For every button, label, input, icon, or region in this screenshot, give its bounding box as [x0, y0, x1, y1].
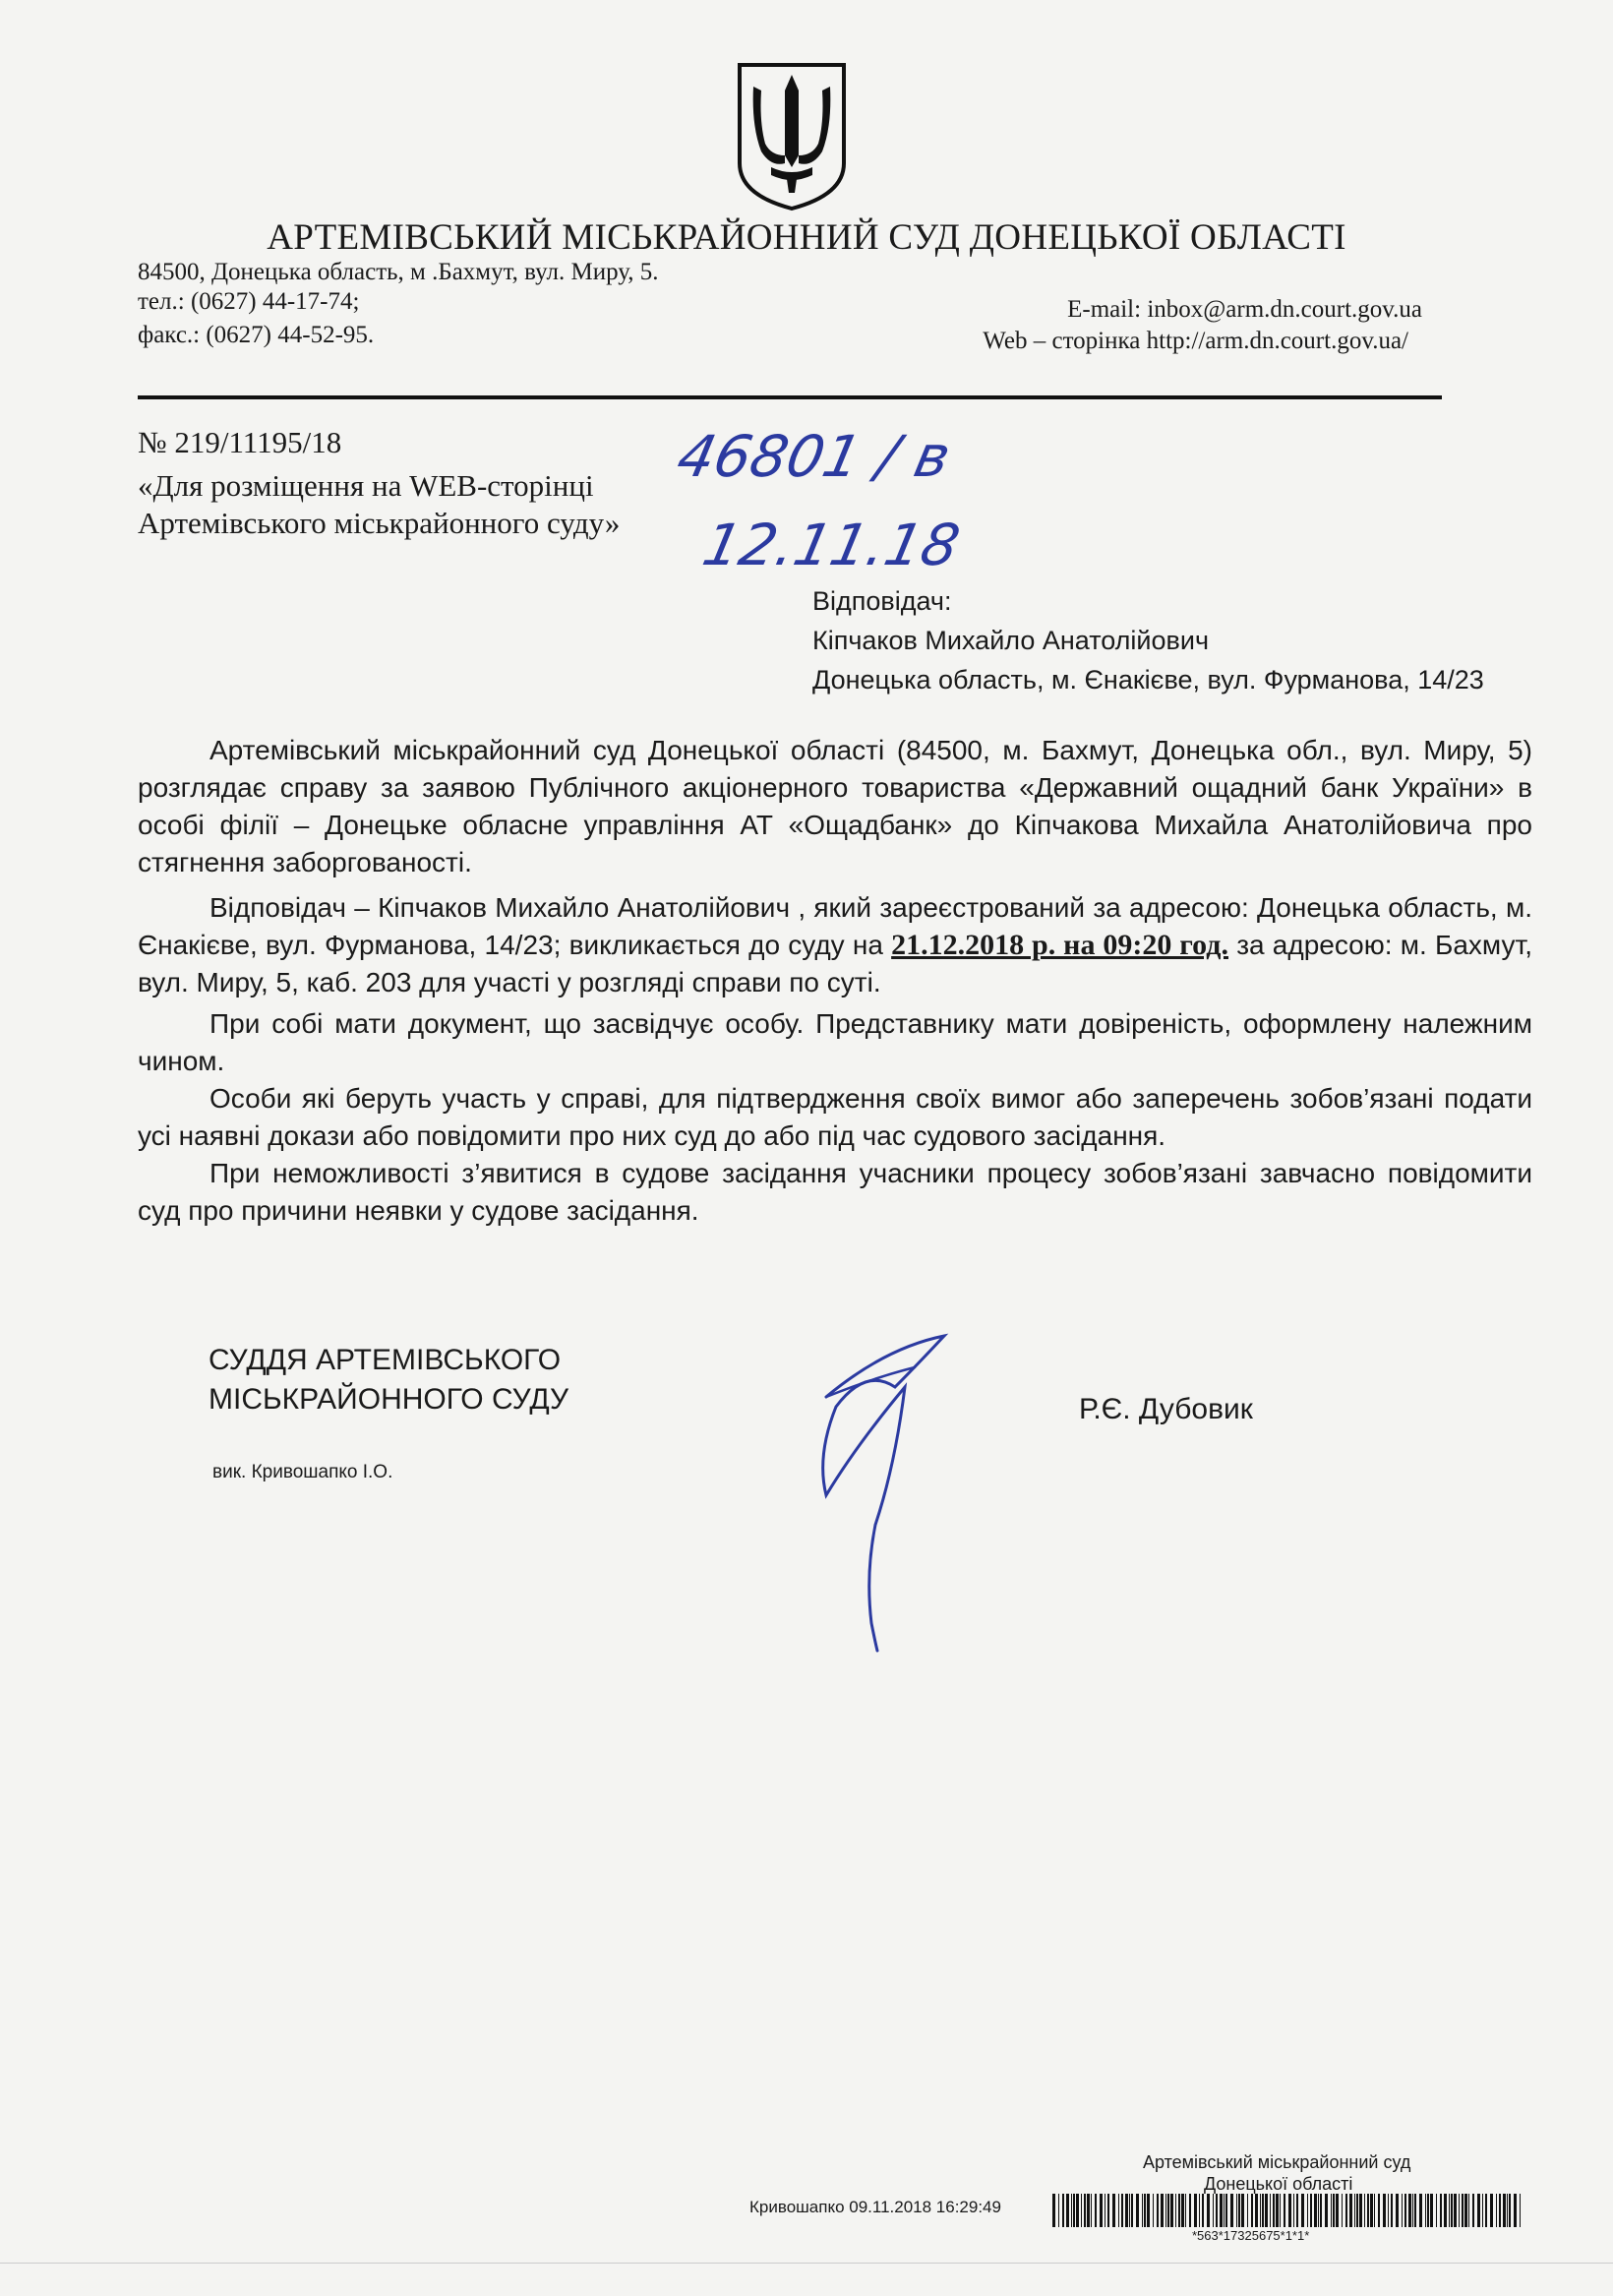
barcode-bar: [1507, 2194, 1508, 2227]
barcode-bar: [1440, 2194, 1442, 2227]
barcode-bar: [1430, 2194, 1433, 2227]
barcode-bar: [1496, 2194, 1497, 2227]
barcode-bar: [1364, 2194, 1365, 2227]
barcode-bar: [1091, 2194, 1092, 2227]
barcode-bar: [1383, 2194, 1386, 2227]
publication-note-line-1: «Для розміщення на WEB-сторінці: [138, 468, 594, 503]
barcode-bar: [1318, 2194, 1319, 2227]
barcode-bar: [1071, 2194, 1072, 2227]
barcode-bar: [1189, 2194, 1191, 2227]
barcode-bar: [1425, 2194, 1426, 2227]
barcode-bar: [1331, 2194, 1332, 2227]
barcode-bar: [1260, 2194, 1261, 2227]
addressee-name: Кіпчаков Михайло Анатолійович: [812, 626, 1210, 655]
barcode-bar: [1499, 2194, 1501, 2227]
barcode-bar: [1402, 2194, 1403, 2227]
stamp-court-line-1: Артемівський міськрайонний суд: [1143, 2152, 1411, 2172]
barcode-bar: [1404, 2194, 1406, 2227]
addressee-address: Донецька область, м. Єнакієве, вул. Фурманова, 14/23: [812, 665, 1484, 695]
barcode-bar: [1419, 2194, 1422, 2227]
barcode-bar: [1121, 2194, 1123, 2227]
barcode-bar: [1199, 2194, 1200, 2227]
court-website: Web – сторінка http://arm.dn.court.gov.ua/: [983, 328, 1408, 354]
barcode-bar: [1224, 2194, 1225, 2227]
barcode-bar: [1112, 2194, 1115, 2227]
barcode-bar: [1125, 2194, 1128, 2227]
barcode-bar: [1349, 2194, 1352, 2227]
barcode-bar: [1216, 2194, 1218, 2227]
barcode-bar: [1238, 2194, 1240, 2227]
header-divider: [138, 395, 1442, 399]
barcode-bar: [1414, 2194, 1416, 2227]
barcode-bar: [1462, 2194, 1464, 2227]
barcode-bar: [1181, 2194, 1184, 2227]
barcode-bar: [1436, 2194, 1437, 2227]
judge-title-line-2: МІСЬКРАЙОННОГО СУДУ: [209, 1383, 569, 1416]
barcode-bar: [1345, 2194, 1347, 2227]
barcode-bar: [1147, 2194, 1150, 2227]
stamp-court-line-2: Донецької області: [1204, 2174, 1353, 2194]
barcode-bar: [1076, 2194, 1079, 2227]
barcode-bar: [1185, 2194, 1186, 2227]
barcode-bar: [1194, 2194, 1197, 2227]
barcode-bar: [1520, 2194, 1521, 2227]
barcode-bar: [1325, 2194, 1328, 2227]
barcode-bar: [1142, 2194, 1143, 2227]
barcode-bar: [1310, 2194, 1312, 2227]
judge-name: Р.Є. Дубовик: [1079, 1393, 1253, 1425]
coat-of-arms-icon: [732, 57, 852, 212]
barcode-bar: [1081, 2194, 1082, 2227]
barcode-bar: [1213, 2194, 1214, 2227]
barcode-bar: [1073, 2194, 1075, 2227]
barcode-bar: [1356, 2194, 1358, 2227]
barcode-bar: [1170, 2194, 1173, 2227]
barcode-bar: [1100, 2194, 1103, 2227]
barcode-bar: [1153, 2194, 1154, 2227]
barcode-bar: [1058, 2194, 1059, 2227]
barcode-bar: [1477, 2194, 1480, 2227]
court-phone: тел.: (0627) 44-17-74;: [138, 288, 360, 315]
barcode-bar: [1296, 2194, 1298, 2227]
barcode-bar: [1241, 2194, 1244, 2227]
barcode-bar: [1207, 2194, 1210, 2227]
barcode-bar: [1378, 2194, 1380, 2227]
barcode-bar: [1472, 2194, 1474, 2227]
judge-title-line-1: СУДДЯ АРТЕМІВСЬКОГО: [209, 1344, 562, 1376]
court-fax: факс.: (0627) 44-52-95.: [138, 322, 375, 348]
barcode-bar: [1280, 2194, 1281, 2227]
barcode-bar: [1270, 2194, 1271, 2227]
barcode-bar: [1396, 2194, 1399, 2227]
barcode-bar: [1514, 2194, 1517, 2227]
body-paragraph-3: При собі мати документ, що засвідчує особу. Представнику мати довіреність, оформлену належним чином.: [138, 1008, 1532, 1076]
addressee-label: Відповідач:: [812, 586, 952, 616]
barcode-bar: [1107, 2194, 1109, 2227]
handwritten-date-mark: 12.11.18: [696, 512, 966, 578]
barcode-bar: [1464, 2194, 1467, 2227]
barcode-bar: [1284, 2194, 1285, 2227]
barcode-bar: [1359, 2194, 1362, 2227]
barcode-bar: [1412, 2194, 1413, 2227]
barcode-bar: [1118, 2194, 1119, 2227]
barcode-bar: [1408, 2194, 1411, 2227]
barcode: [1052, 2194, 1524, 2227]
barcode-bar: [1354, 2194, 1355, 2227]
barcode-bar: [1230, 2194, 1233, 2227]
barcode-bar: [1157, 2194, 1159, 2227]
court-name: АРТЕМІВСЬКИЙ МІСЬКРАЙОННИЙ СУД ДОНЕЦЬКОЇ ОБЛАСТІ: [267, 217, 1346, 258]
barcode-bar: [1503, 2194, 1506, 2227]
barcode-bar: [1131, 2194, 1133, 2227]
barcode-bar: [1202, 2194, 1204, 2227]
body-paragraph-4: Особи які беруть участь у справі, для підтвердження своїх вимог або заперечень зобов’язані подати усі наявні докази або повідомити про них суд до або під час судового засідання.: [138, 1083, 1532, 1151]
summons-text-after: за адресою: м. Бахмут, вул. Миру, 5, каб. 203 для участі у розгляді справи по суті.: [138, 930, 1532, 997]
barcode-bar: [1342, 2194, 1343, 2227]
barcode-bar: [1370, 2194, 1373, 2227]
barcode-number: *563*17325675*1*1*: [1192, 2228, 1310, 2243]
barcode-bar: [1167, 2194, 1169, 2227]
summons-text-before: Відповідач – Кіпчаков Михайло Анатолійович , який зареєстрований за адресою: Донецька область, м. Єнакієве, вул. Фурманова, 14/23; викликається до суду на: [138, 892, 1532, 960]
barcode-bar: [1468, 2194, 1469, 2227]
barcode-bar: [1262, 2194, 1264, 2227]
body-paragraph-2: [138, 889, 1532, 1001]
barcode-bar: [1320, 2194, 1322, 2227]
barcode-bar: [1388, 2194, 1389, 2227]
barcode-bar: [1175, 2194, 1176, 2227]
barcode-bar: [1273, 2194, 1275, 2227]
barcode-bar: [1052, 2194, 1055, 2227]
barcode-bar: [1444, 2194, 1447, 2227]
barcode-bar: [1087, 2194, 1090, 2227]
case-number: № 219/11195/18: [138, 425, 342, 459]
barcode-bar: [1367, 2194, 1369, 2227]
barcode-bar: [1066, 2194, 1069, 2227]
barcode-bar: [1301, 2194, 1304, 2227]
barcode-bar: [1490, 2194, 1493, 2227]
barcode-bar: [1276, 2194, 1279, 2227]
barcode-bar: [1129, 2194, 1130, 2227]
barcode-bar: [1220, 2194, 1223, 2227]
barcode-bar: [1482, 2194, 1483, 2227]
barcode-bar: [1225, 2194, 1227, 2227]
barcode-bar: [1251, 2194, 1253, 2227]
barcode-bar: [1336, 2194, 1339, 2227]
barcode-bar: [1293, 2194, 1294, 2227]
barcode-bar: [1062, 2194, 1064, 2227]
barcode-bar: [1391, 2194, 1393, 2227]
barcode-bar: [1084, 2194, 1086, 2227]
barcode-bar: [1307, 2194, 1308, 2227]
barcode-bar: [1144, 2194, 1146, 2227]
barcode-bar: [1509, 2194, 1511, 2227]
stamp-clerk-datetime: Кривошапко 09.11.2018 16:29:49: [749, 2198, 1001, 2216]
handwritten-signature: [797, 1328, 974, 1653]
barcode-bar: [1374, 2194, 1375, 2227]
barcode-bar: [1288, 2194, 1291, 2227]
executor-note: вик. Кривошапко І.О.: [212, 1462, 393, 1482]
barcode-bar: [1165, 2194, 1166, 2227]
barcode-bar: [1095, 2194, 1097, 2227]
handwritten-registration-mark: 46801 / в: [671, 423, 957, 490]
barcode-bar: [1247, 2194, 1248, 2227]
court-address: 84500, Донецька область, м .Бахмут, вул. Миру, 5.: [138, 259, 659, 285]
hearing-datetime: 21.12.2018 р. на 09:20 год.: [891, 929, 1228, 961]
barcode-bar: [1236, 2194, 1237, 2227]
page-bottom-edge: [0, 2263, 1613, 2264]
barcode-bar: [1178, 2194, 1180, 2227]
barcode-bar: [1136, 2194, 1139, 2227]
body-paragraph-1: Артемівський міськрайонний суд Донецької області (84500, м. Бахмут, Донецька обл., вул. Миру, 5) розглядає справу за заявою Публічного акціонерного товариства «Державний ощадний банк України» в особі філії – Донецьке обласне управління АТ «Ощадбанк» до Кіпчакова Михайла Анатолійовича про стягнення заборгованості.: [138, 735, 1532, 877]
barcode-bar: [1427, 2194, 1429, 2227]
publication-note-line-2: Артемівського міськрайонного суду»: [138, 506, 621, 540]
barcode-bar: [1255, 2194, 1258, 2227]
court-email: E-mail: inbox@arm.dn.court.gov.ua: [1067, 296, 1422, 323]
barcode-bar: [1454, 2194, 1457, 2227]
body-paragraph-5: При неможливості з’явитися в судове засідання учасники процесу зобов’язані завчасно повідомити суд про причини неявки у судове засідання.: [138, 1158, 1532, 1226]
barcode-bar: [1265, 2194, 1268, 2227]
barcode-bar: [1314, 2194, 1317, 2227]
barcode-bar: [1333, 2194, 1335, 2227]
barcode-bar: [1161, 2194, 1164, 2227]
barcode-bar: [1459, 2194, 1460, 2227]
barcode-bar: [1451, 2194, 1453, 2227]
barcode-bar: [1485, 2194, 1487, 2227]
barcode-bar: [1449, 2194, 1450, 2227]
